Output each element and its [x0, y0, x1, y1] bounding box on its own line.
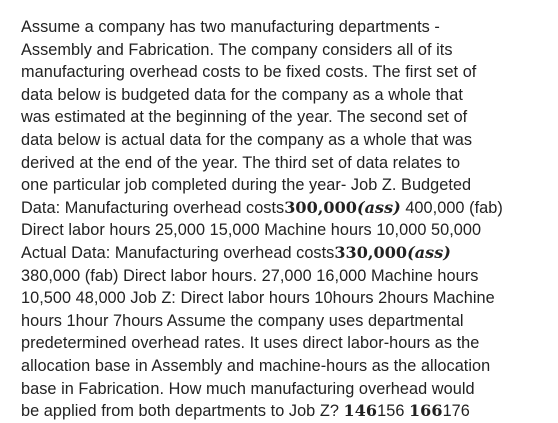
- actual-assembly-amount: 330,000: [334, 242, 408, 262]
- answer-option-b-text: 176: [442, 402, 470, 421]
- answer-option-b-math: 166: [409, 401, 443, 421]
- question-line: data below is actual data for the company as a whole that was: [21, 130, 473, 149]
- question-line: Assume a company has two manufacturing departments -: [21, 18, 440, 36]
- question-line: Assembly and Fabrication. The company considers all of its: [21, 40, 453, 59]
- actual-overhead-label: Actual Data: Manufacturing overhead costs: [21, 243, 335, 262]
- question-text: [21, 16, 541, 423]
- answer-option-a-text: 156: [377, 402, 409, 421]
- question-line: one particular job completed during the year- Job Z. Budgeted: [21, 176, 472, 195]
- actual-assembly-unit: (ass): [407, 242, 451, 262]
- question-line: base in Fabrication. How much manufacturing overhead would: [21, 379, 475, 398]
- budget-fab-amount: 400,000 (fab): [400, 198, 503, 217]
- budget-assembly-amount: 300,000: [284, 197, 357, 217]
- question-line-budget-overhead: [21, 197, 541, 220]
- question-line: allocation base in Assembly and machine-hours as the allocation: [21, 356, 491, 375]
- question-line: data below is budgeted data for the company as a whole that: [21, 85, 463, 104]
- answer-option-a-math: 146: [343, 401, 378, 421]
- question-line-answers: [21, 400, 541, 423]
- question-line: derived at the end of the year. The third set of data relates to: [21, 153, 461, 172]
- question-line: hours 1hour 7hours Assume the company uses departmental: [21, 311, 464, 330]
- final-question: be applied from both departments to Job Z?: [21, 402, 344, 421]
- question-line: Direct labor hours 25,000 15,000 Machine hours 10,000 50,000: [21, 221, 482, 240]
- question-line: manufacturing overhead costs to be fixed costs. The first set of: [21, 63, 477, 82]
- question-line: was estimated at the beginning of the year. The second set of: [21, 108, 468, 127]
- question-line: predetermined overhead rates. It uses direct labor-hours as the: [21, 334, 480, 353]
- budget-assembly-unit: (ass): [356, 197, 401, 217]
- question-line: 380,000 (fab) Direct labor hours. 27,000 16,000 Machine hours: [21, 266, 479, 285]
- budget-overhead-label: Data: Manufacturing overhead costs: [21, 198, 285, 217]
- question-line: 10,500 48,000 Job Z: Direct labor hours 10hours 2hours Machine: [21, 289, 495, 308]
- question-line-actual-overhead: [21, 242, 541, 265]
